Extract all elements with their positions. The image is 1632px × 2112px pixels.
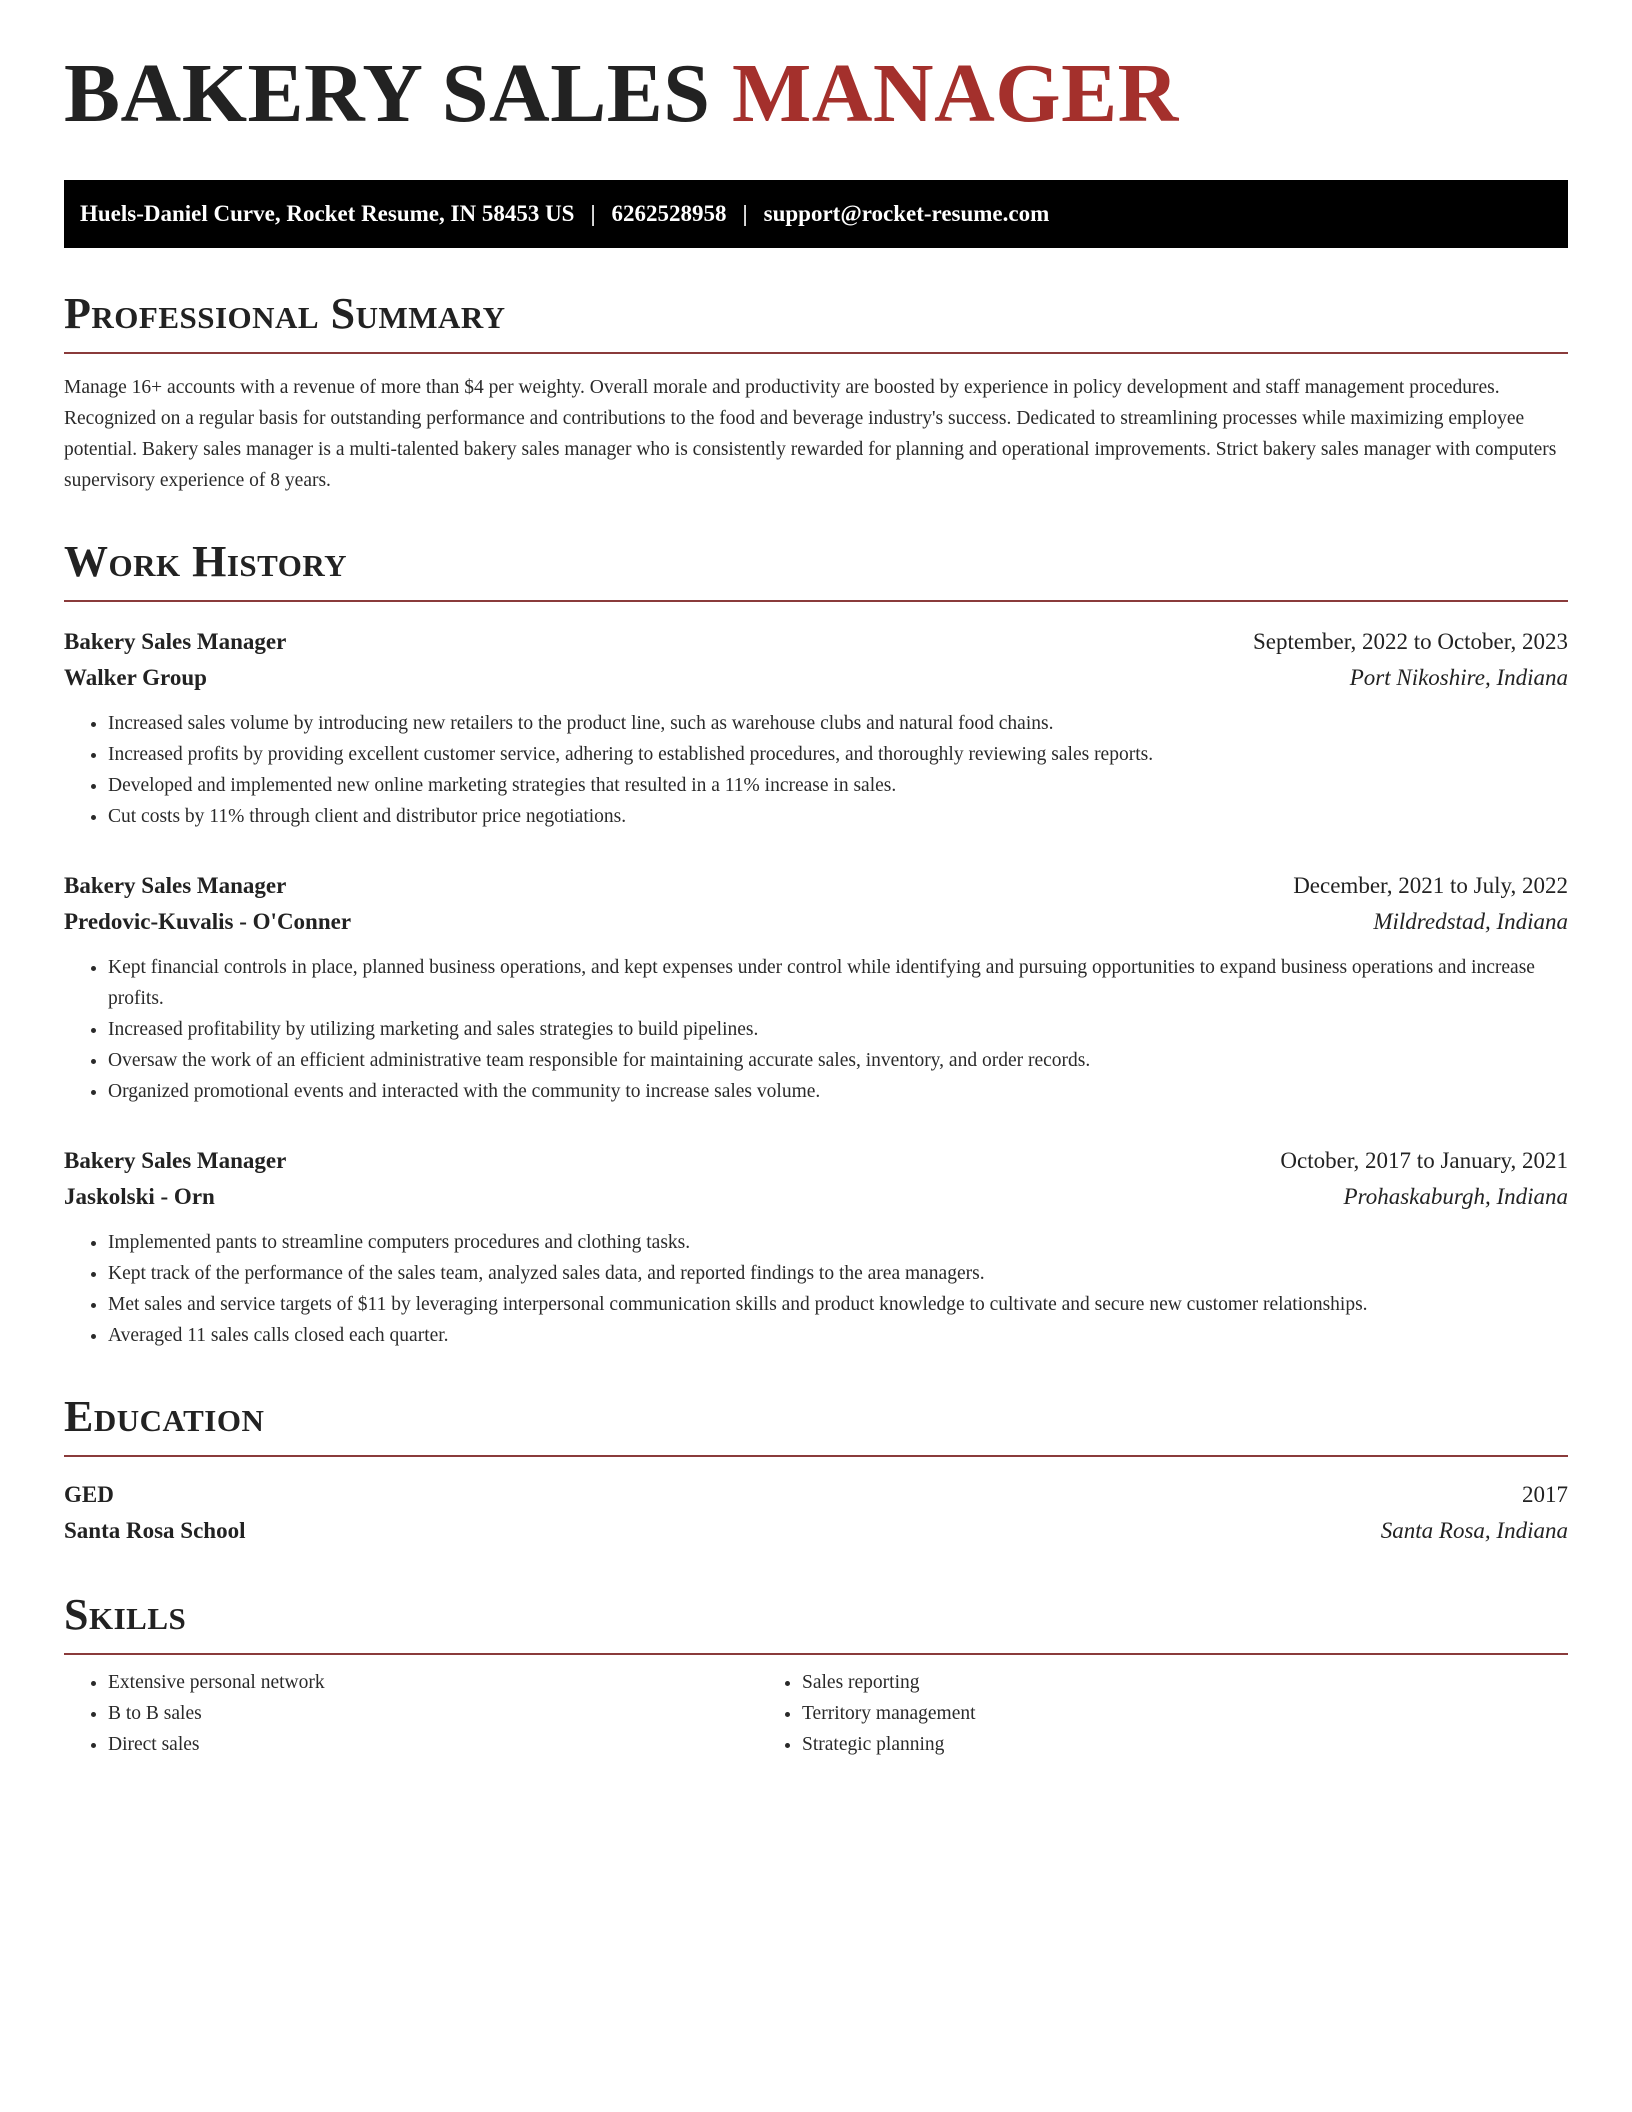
- education-heading: Education: [64, 1395, 1568, 1457]
- resume-title: [64, 47, 1568, 140]
- job-bullet: • Kept track of the performance of the sales team, analyzed sales data, and reported findings to the area managers.: [108, 1258, 1568, 1289]
- job-company: Jaskolski - Orn: [64, 1184, 215, 1209]
- work-history-heading: Work History: [64, 540, 1568, 602]
- job-location: Mildredstad, Indiana: [1373, 909, 1568, 934]
- education-entry: [64, 1477, 1568, 1549]
- job-bullet: • Oversaw the work of an efficient administrative team responsible for maintaining accurate sales, inventory, and order records.: [108, 1045, 1568, 1076]
- job-bullet: • Increased profitability by utilizing marketing and sales strategies to build pipelines.: [108, 1014, 1568, 1045]
- summary-heading: Professional Summary: [64, 292, 1568, 354]
- education-year: 2017: [1522, 1482, 1568, 1507]
- skill-item: • Extensive personal network: [108, 1667, 758, 1698]
- job-bullet: • Developed and implemented new online marketing strategies that resulted in a 11% increase in sales.: [108, 770, 1568, 801]
- skill-item: • Direct sales: [108, 1729, 758, 1760]
- job-title: Bakery Sales Manager: [64, 873, 287, 898]
- education-location: Santa Rosa, Indiana: [1380, 1518, 1568, 1543]
- job-location: Prohaskaburgh, Indiana: [1343, 1184, 1568, 1209]
- skill-item: • B to B sales: [108, 1698, 758, 1729]
- job-bullets: [64, 1227, 1568, 1351]
- education-degree: GED: [64, 1482, 114, 1507]
- job-entry: [64, 868, 1568, 1107]
- job-location: Port Nikoshire, Indiana: [1349, 665, 1568, 690]
- job-bullet: • Kept financial controls in place, planned business operations, and kept expenses under control while identifying and pursuing opportunities to expand business operations and increase profits.: [108, 952, 1568, 1014]
- job-bullets: [64, 708, 1568, 832]
- job-company: Walker Group: [64, 665, 207, 690]
- education-school-row: [64, 1513, 1568, 1549]
- title-accent: MANAGER: [731, 47, 1179, 140]
- contact-email: support@rocket-resume.com: [763, 201, 1050, 226]
- job-title: Bakery Sales Manager: [64, 1148, 287, 1173]
- contact-bar: [64, 180, 1568, 248]
- job-company-row: [64, 904, 1568, 940]
- job-bullet: • Cut costs by 11% through client and distributor price negotiations.: [108, 801, 1568, 832]
- education-school: Santa Rosa School: [64, 1518, 246, 1543]
- job-bullet: • Averaged 11 sales calls closed each quarter.: [108, 1320, 1568, 1351]
- job-bullet: • Increased sales volume by introducing new retailers to the product line, such as warehouse clubs and natural food chains.: [108, 708, 1568, 739]
- skills-list-right: [758, 1667, 1452, 1760]
- job-bullets: [64, 952, 1568, 1107]
- contact-separator: |: [742, 201, 748, 226]
- contact-address: Huels-Daniel Curve, Rocket Resume, IN 58453 US: [80, 201, 575, 226]
- skills-list-left: [64, 1667, 758, 1760]
- job-company-row: [64, 660, 1568, 696]
- job-bullet: • Implemented pants to streamline computers procedures and clothing tasks.: [108, 1227, 1568, 1258]
- job-company: Predovic-Kuvalis - O'Conner: [64, 909, 352, 934]
- job-bullet: • Increased profits by providing excellent customer service, adhering to established procedures, and thoroughly reviewing sales reports.: [108, 739, 1568, 770]
- job-bullet: • Organized promotional events and interacted with the community to increase sales volume.: [108, 1076, 1568, 1107]
- contact-phone: 6262528958: [611, 201, 727, 226]
- education-degree-row: [64, 1477, 1568, 1513]
- skill-item: • Strategic planning: [802, 1729, 1452, 1760]
- job-entry: [64, 1143, 1568, 1351]
- skill-item: • Territory management: [802, 1698, 1452, 1729]
- contact-separator: |: [590, 201, 596, 226]
- job-title: Bakery Sales Manager: [64, 629, 287, 654]
- job-title-row: [64, 624, 1568, 660]
- job-dates: December, 2021 to July, 2022: [1293, 873, 1568, 898]
- job-bullet: • Met sales and service targets of $11 by leveraging interpersonal communication skills and product knowledge to cultivate and secure new customer relationships.: [108, 1289, 1568, 1320]
- job-dates: October, 2017 to January, 2021: [1280, 1148, 1568, 1173]
- job-entry: [64, 624, 1568, 832]
- summary-text: Manage 16+ accounts with a revenue of more than $4 per weighty. Overall morale and productivity are boosted by experience in policy development and staff management procedures. Recognized on a regular basis for outstanding performance and contributions to the food and beverage industry's success. Dedicated to streamlining processes while maximizing employee potential. Bakery sales manager is a multi-talented bakery sales manager who is consistently rewarded for planning and operational improvements. Strict bakery sales manager with computers supervisory experience of 8 years.: [64, 377, 1557, 491]
- job-title-row: [64, 1143, 1568, 1179]
- title-main: BAKERY SALES: [64, 47, 711, 140]
- job-dates: September, 2022 to October, 2023: [1253, 629, 1568, 654]
- job-title-row: [64, 868, 1568, 904]
- skills-columns: [64, 1667, 1568, 1760]
- skills-heading: Skills: [64, 1593, 1568, 1655]
- skill-item: • Sales reporting: [802, 1667, 1452, 1698]
- job-company-row: [64, 1179, 1568, 1215]
